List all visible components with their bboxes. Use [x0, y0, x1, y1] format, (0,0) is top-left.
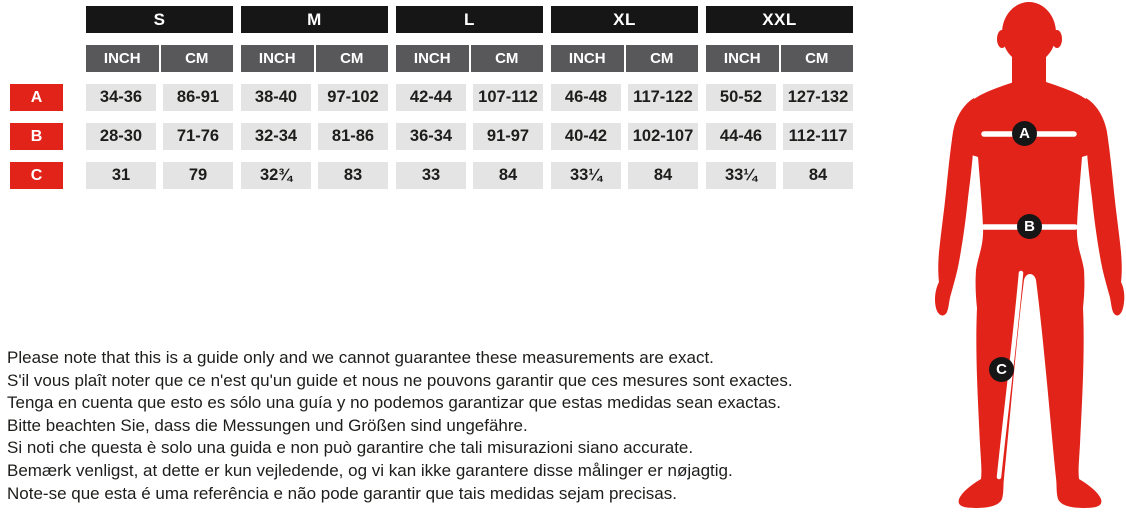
disclaimer-line-es: Tenga en cuenta que esto es sólo una guía y no podemos garantizar que estas medidas sean exactas. [7, 393, 782, 413]
disclaimer-line-de: Bitte beachten Sie, dass die Messungen und Größen sind ungefähre. [7, 415, 528, 435]
unit-header-row [10, 45, 861, 72]
size-header-s: S [86, 6, 233, 33]
unit-group-m [241, 45, 388, 72]
unit-cm-label: CM [781, 45, 854, 72]
size-header-l: L [396, 6, 543, 33]
cell-b-xxl-cm: 112-117 [783, 123, 853, 150]
unit-cm-label: CM [316, 45, 389, 72]
disclaimer-line-da: Bemærk venligst, at dette er kun vejledende, og vi kan ikke garantere disse målinger er nøjagtig. [7, 460, 733, 480]
row-b-group-m [241, 123, 388, 150]
row-label-b: B [10, 123, 63, 150]
header-spacer [10, 45, 63, 72]
cell-b-m-cm: 81-86 [318, 123, 388, 150]
body-measurement-figure [918, 0, 1126, 516]
cell-b-xl-cm: 102-107 [628, 123, 698, 150]
unit-group-xxl [706, 45, 853, 72]
row-a-group-xxl [706, 84, 853, 111]
cell-c-s-cm: 79 [163, 162, 233, 189]
unit-inch-label: INCH [706, 45, 779, 72]
unit-inch-label: INCH [551, 45, 624, 72]
table-row-b [10, 123, 861, 150]
unit-group-xl [551, 45, 698, 72]
waist-marker-label: B [1024, 218, 1035, 235]
row-a-group-m [241, 84, 388, 111]
cell-a-m-cm: 97-102 [318, 84, 388, 111]
unit-cm-label: CM [471, 45, 544, 72]
disclaimer-text [7, 347, 847, 505]
body-silhouette [918, 0, 1126, 516]
unit-group-l [396, 45, 543, 72]
size-header-xxl: XXL [706, 6, 853, 33]
inseam-marker-label: C [996, 361, 1007, 378]
row-a-group-s [86, 84, 233, 111]
figure-arm-left [935, 98, 975, 315]
unit-inch-label: INCH [396, 45, 469, 72]
cell-c-m-cm: 83 [318, 162, 388, 189]
inseam-marker [989, 357, 1014, 382]
row-label-c: C [10, 162, 63, 189]
unit-cm-label: CM [161, 45, 234, 72]
cell-a-xl-inch: 46-48 [551, 84, 621, 111]
cell-a-xxl-inch: 50-52 [706, 84, 776, 111]
row-label-a: A [10, 84, 63, 111]
cell-a-l-inch: 42-44 [396, 84, 466, 111]
size-table [10, 6, 861, 201]
cell-c-l-cm: 84 [473, 162, 543, 189]
row-b-group-xxl [706, 123, 853, 150]
cell-c-l-inch: 33 [396, 162, 466, 189]
cell-b-s-cm: 71-76 [163, 123, 233, 150]
cell-b-s-inch: 28-30 [86, 123, 156, 150]
size-header-row [10, 6, 861, 33]
cell-b-xl-inch: 40-42 [551, 123, 621, 150]
cell-c-xxl-inch: 33¼ [706, 162, 776, 189]
figure-arm-right [1085, 98, 1124, 315]
cell-b-l-inch: 36-34 [396, 123, 466, 150]
cell-b-m-inch: 32-34 [241, 123, 311, 150]
cell-c-m-inch: 32¾ [241, 162, 311, 189]
row-c-group-s [86, 162, 233, 189]
cell-c-s-inch: 31 [86, 162, 156, 189]
figure-ear-right [1052, 30, 1062, 48]
row-c-group-l [396, 162, 543, 189]
disclaimer-line-en: Please note that this is a guide only and we cannot guarantee these measurements are exact. [7, 348, 714, 367]
row-c-group-m [241, 162, 388, 189]
cell-c-xxl-cm: 84 [783, 162, 853, 189]
cell-a-s-cm: 86-91 [163, 84, 233, 111]
figure-torso-legs [952, 82, 1108, 508]
row-b-group-l [396, 123, 543, 150]
cell-b-l-cm: 91-97 [473, 123, 543, 150]
table-row-a [10, 84, 861, 111]
size-header-m: M [241, 6, 388, 33]
row-b-group-xl [551, 123, 698, 150]
disclaimer-line-pt: Note-se que esta é uma referência e não pode garantir que tais medidas sejam precisas. [7, 483, 677, 503]
unit-inch-label: INCH [86, 45, 159, 72]
chest-marker-label: A [1019, 125, 1030, 142]
unit-inch-label: INCH [241, 45, 314, 72]
cell-a-s-inch: 34-36 [86, 84, 156, 111]
unit-group-s [86, 45, 233, 72]
cell-a-xxl-cm: 127-132 [783, 84, 853, 111]
table-row-c [10, 162, 861, 189]
waist-marker [1017, 214, 1042, 239]
disclaimer-line-fr: S'il vous plaît noter que ce n'est qu'un guide et nous ne pouvons garantir que ces mesures sont exactes. [7, 370, 793, 390]
row-a-group-xl [551, 84, 698, 111]
size-header-xl: XL [551, 6, 698, 33]
header-spacer [10, 6, 63, 33]
disclaimer-line-it: Si noti che questa è solo una guida e non può garantire che tali misurazioni siano accurate. [7, 438, 694, 458]
row-c-group-xxl [706, 162, 853, 189]
cell-c-xl-cm: 84 [628, 162, 698, 189]
cell-a-xl-cm: 117-122 [628, 84, 698, 111]
cell-a-l-cm: 107-112 [473, 84, 543, 111]
chest-marker [1012, 121, 1037, 146]
row-b-group-s [86, 123, 233, 150]
row-a-group-l [396, 84, 543, 111]
figure-ear-left [997, 30, 1007, 48]
cell-c-xl-inch: 33¼ [551, 162, 621, 189]
unit-cm-label: CM [626, 45, 699, 72]
cell-b-xxl-inch: 44-46 [706, 123, 776, 150]
cell-a-m-inch: 38-40 [241, 84, 311, 111]
row-c-group-xl [551, 162, 698, 189]
